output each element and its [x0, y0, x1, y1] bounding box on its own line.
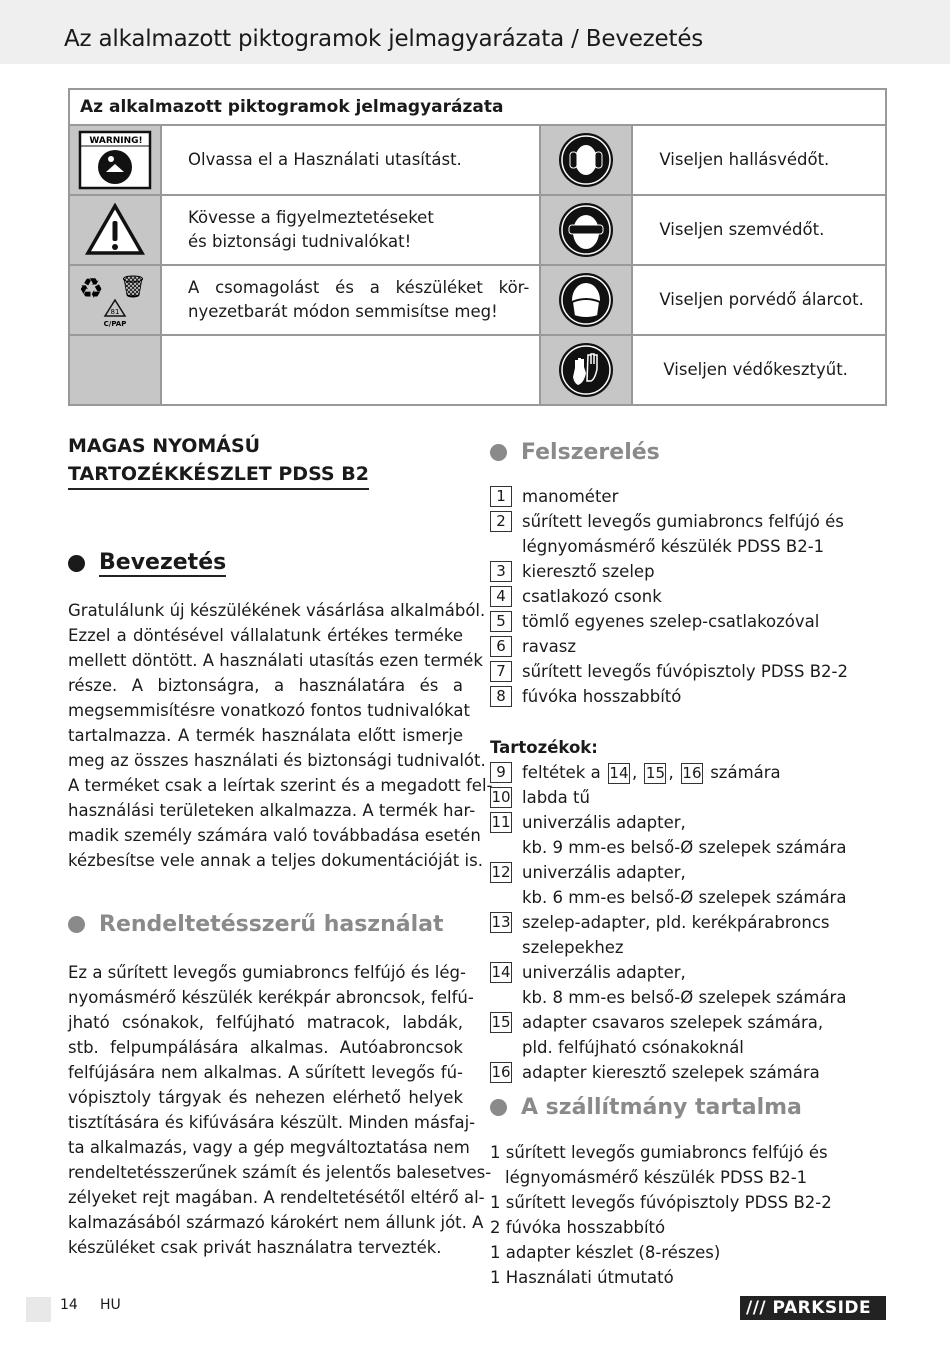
- paragraph-line: kézbesítse vele annak a teljes dokumentációját is.: [68, 851, 483, 870]
- dust-mask-icon: [540, 265, 632, 335]
- list-item: [490, 860, 890, 910]
- item-line: univerzális adapter,: [522, 813, 686, 832]
- list-item: [490, 1215, 890, 1240]
- usage-paragraph: [68, 960, 492, 1260]
- item-number: 16: [491, 1063, 511, 1081]
- item-number: 4: [490, 586, 512, 607]
- item-text: [522, 1060, 820, 1085]
- section-heading: Felszerelés: [521, 439, 660, 465]
- item-line: kieresztő szelep: [522, 562, 655, 581]
- paragraph-line: jható csónakok, felfújható matracok, labdák,: [68, 1013, 463, 1032]
- legend-title: Az alkalmazott piktogramok jelmagyarázata: [69, 89, 886, 125]
- item-line: ravasz: [522, 637, 577, 656]
- paragraph-line: meg az összes használati és biztonsági tudnivalót.: [68, 751, 486, 770]
- legend-text: Olvassa el a Használati utasítást.: [161, 125, 540, 195]
- page-number: 14: [60, 1297, 78, 1313]
- item-line: légnyomásmérő készülék PDSS B2-1: [505, 1168, 808, 1187]
- item-number: 13: [491, 913, 511, 931]
- legend-text: Viseljen porvédő álarcot.: [632, 265, 886, 335]
- item-text: [522, 484, 618, 509]
- delivery-list: [490, 1140, 890, 1290]
- item-number: 7: [490, 661, 512, 682]
- warning-triangle-icon: [69, 195, 161, 265]
- list-item: [490, 684, 890, 709]
- item-text: [522, 1010, 823, 1060]
- legend-text: Viseljen hallásvédőt.: [632, 125, 886, 195]
- item-line: sűrített levegős gumiabroncs felfújó és: [522, 512, 844, 531]
- item-text: [522, 584, 662, 609]
- item-text: [522, 559, 655, 584]
- list-item: [490, 1140, 890, 1190]
- list-item: [490, 559, 890, 584]
- page-marker: [26, 1297, 51, 1322]
- item-line: kb. 9 mm-es belső-Ø szelepek számára: [522, 838, 847, 857]
- language-code: HU: [100, 1297, 121, 1313]
- legend-text: Viseljen szemvédőt.: [632, 195, 886, 265]
- item-number: 14: [491, 963, 511, 981]
- paragraph-line: zélyeket rejt magában. A rendeltetésétől eltérő al-: [68, 1188, 485, 1207]
- delivery-section: [490, 1092, 890, 1290]
- paragraph-line: megsemmisítésre vonatkozó fontos tudnivalókat: [68, 701, 470, 720]
- item-line: 2 fúvóka hosszabbító: [490, 1218, 666, 1237]
- list-item: [490, 584, 890, 609]
- equipment-section: [490, 437, 890, 1085]
- item-number: 8: [490, 686, 512, 707]
- intro-paragraph: [68, 598, 493, 873]
- empty-text-cell: [161, 335, 540, 405]
- list-item: [490, 509, 890, 559]
- item-number: 5: [490, 611, 512, 632]
- item-text: [522, 634, 576, 659]
- item-line: 1 adapter készlet (8-részes): [490, 1243, 721, 1262]
- recycle-icon: [69, 265, 161, 335]
- section-heading: Rendeltetésszerű használat: [99, 911, 444, 937]
- paragraph-line: madik személy számára való továbbadása esetén: [68, 826, 481, 845]
- read-manual-icon: [69, 125, 161, 195]
- bullet-icon: [490, 444, 507, 461]
- paragraph-line: kalmazásából származó károkért nem állunk jót. A: [68, 1213, 484, 1232]
- accessories-label: Tartozékok:: [490, 738, 598, 757]
- list-item: [490, 960, 890, 1010]
- paragraph-line: Ez a sűrített levegős gumiabroncs felfújó és lég-: [68, 963, 466, 982]
- item-line: sűrített levegős fúvópisztoly PDSS B2-2: [522, 662, 849, 681]
- item-text: [522, 860, 846, 910]
- recycle-material: C/PAP: [103, 320, 127, 328]
- item-number: 11: [491, 813, 511, 831]
- page-header: [0, 0, 950, 64]
- item-text: [522, 509, 844, 559]
- paragraph-line: Ezzel a döntésével vállalatunk értékes terméke: [68, 626, 463, 645]
- item-text: [522, 659, 848, 684]
- paragraph-line: vópisztoly tárgyak és nehezen elérhető helyek: [68, 1088, 463, 1107]
- item-number: 6: [490, 636, 512, 657]
- list-item: [490, 1010, 890, 1060]
- item-text: [522, 960, 846, 1010]
- item-number: 3: [490, 561, 512, 582]
- paragraph-line: mellett döntött. A használati utasítás ezen termék: [68, 651, 483, 670]
- list-item: [490, 1240, 890, 1265]
- recycle-code: 81: [110, 308, 120, 316]
- list-item: [490, 1190, 890, 1215]
- item-number: 15: [491, 1013, 511, 1031]
- list-item: [490, 1265, 890, 1290]
- svg-text:🗑: 🗑: [119, 275, 147, 300]
- paragraph-line: ta alkalmazás, vagy a gép megváltoztatása nem: [68, 1138, 470, 1157]
- item-line: tömlő egyenes szelep-csatlakozóval: [522, 612, 820, 631]
- list-item: [490, 659, 890, 684]
- gloves-icon: [540, 335, 632, 405]
- item-text: [522, 810, 846, 860]
- legend-text: Kövesse a figyelmeztetéseket és biztonsági tudnivalókat!: [161, 195, 540, 265]
- item-line: adapter csavaros szelepek számára,: [522, 1013, 824, 1032]
- item-line: adapter kieresztő szelepek számára: [522, 1063, 820, 1082]
- list-item: [490, 1060, 890, 1085]
- list-item: [490, 785, 890, 810]
- item-line: univerzális adapter,: [522, 863, 686, 882]
- paragraph-line: stb. felpumpálására alkalmas. Autóabroncsok: [68, 1038, 463, 1057]
- list-item: [490, 484, 890, 509]
- hearing-protection-icon: [540, 125, 632, 195]
- paragraph-line: rendeltetésszerűnek számít és jelentős balesetves-: [68, 1163, 492, 1182]
- item-text: [522, 684, 681, 709]
- item-line: pld. felfújható csónakoknál: [522, 1038, 744, 1057]
- item-number: 12: [491, 863, 511, 881]
- page-title: Az alkalmazott piktogramok jelmagyarázata / Bevezetés: [64, 26, 704, 52]
- item-line: légnyomásmérő készülék PDSS B2-1: [522, 537, 825, 556]
- list-item: 9 feltétek a 14 , 15 , 16 számára: [490, 760, 890, 785]
- bullet-icon: [68, 916, 85, 933]
- usage-section: [68, 909, 492, 1260]
- empty-icon-cell: [69, 335, 161, 405]
- paragraph-line: tartalmazza. A termék használata előtt ismerje: [68, 726, 463, 745]
- parkside-logo: /// PARKSIDE: [740, 1296, 886, 1320]
- item-line: manométer: [522, 487, 619, 506]
- legend-text: A csomagolást és a készüléket kör- nyezetbarát módon semmisítse meg!: [161, 265, 540, 335]
- item-line: univerzális adapter,: [522, 963, 686, 982]
- svg-text:♻: ♻: [78, 272, 104, 305]
- item-line: szelep-adapter, pld. kerékpárabroncs szelepekhez: [522, 913, 830, 957]
- item-line: 1 sűrített levegős gumiabroncs felfújó és: [490, 1143, 828, 1162]
- item-line: kb. 6 mm-es belső-Ø szelepek számára: [522, 888, 847, 907]
- item-line: kb. 8 mm-es belső-Ø szelepek számára: [522, 988, 847, 1007]
- list-item: [490, 609, 890, 634]
- paragraph-line: A terméket csak a leírtak szerint és a megadott fel-: [68, 776, 493, 795]
- item-line: fúvóka hosszabbító: [522, 687, 682, 706]
- pictogram-legend-table: [68, 88, 887, 406]
- list-item: [490, 634, 890, 659]
- bullet-icon: [68, 555, 85, 572]
- product-title: MAGAS NYOMÁSÚ TARTOZÉKKÉSZLET PDSS B2: [68, 432, 463, 490]
- paragraph-line: Gratulálunk új készülékének vásárlása alkalmából.: [68, 601, 486, 620]
- item-line: 1 sűrített levegős fúvópisztoly PDSS B2-2: [490, 1193, 832, 1212]
- intro-section: [68, 548, 493, 873]
- parts-list: [490, 484, 890, 709]
- eye-protection-icon: [540, 195, 632, 265]
- warning-label: WARNING!: [89, 136, 143, 146]
- paragraph-line: felfújására nem alkalmas. A sűrített levegős fú-: [68, 1063, 463, 1082]
- item-text: [522, 785, 590, 810]
- item-number: 2: [490, 511, 512, 532]
- legend-text: Viseljen védőkesztyűt.: [632, 335, 886, 405]
- item-text: [522, 609, 819, 634]
- section-heading: A szállítmány tartalma: [521, 1094, 802, 1120]
- bullet-icon: [490, 1099, 507, 1116]
- item-number: 10: [491, 788, 511, 806]
- accessories-list: [490, 785, 890, 1085]
- paragraph-line: része. A biztonságra, a használatára és a: [68, 676, 463, 695]
- paragraph-line: készüléket csak privát használatra tervezték.: [68, 1238, 442, 1257]
- section-heading: Bevezetés: [99, 549, 227, 575]
- paragraph-line: tisztítására és kifúvására készült. Minden másfaj-: [68, 1113, 476, 1132]
- item-line: csatlakozó csonk: [522, 587, 662, 606]
- list-item: [490, 810, 890, 860]
- list-item: [490, 910, 890, 960]
- paragraph-line: nyomásmérő készülék kerékpár abroncsok, felfú-: [68, 988, 474, 1007]
- item-number: 1: [490, 486, 512, 507]
- paragraph-line: használási területeken alkalmazza. A termék har-: [68, 801, 476, 820]
- item-line: labda tű: [522, 788, 590, 807]
- item-line: 1 Használati útmutató: [490, 1268, 674, 1287]
- item-text: [522, 910, 890, 960]
